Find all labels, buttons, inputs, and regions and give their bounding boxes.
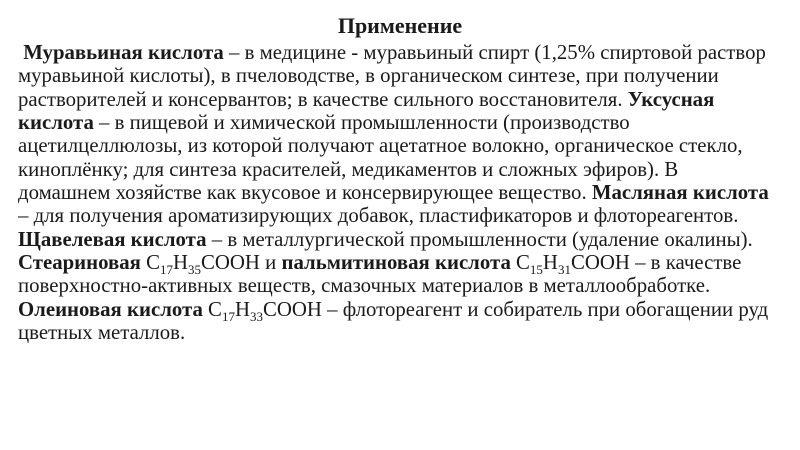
text-run: – для получения ароматизирующих добавок, пластификаторов и флотореагентов. [18,204,739,228]
text-run: COOH – флотореагент и собиратель при обогащении руд [262,297,769,321]
text-run: поверхностно-активных веществ, смазочных материалов в металлообработке. [18,274,711,298]
text-line [18,321,796,344]
text-run: H [172,251,188,275]
slide-title: Применение [337,13,463,38]
text-line [18,251,796,278]
formula-subscript: 31 [557,262,571,278]
bold-text-run: Олеиновая кислота [18,297,203,321]
text-run: C [202,297,222,321]
bold-text-run: Уксусная [627,87,715,111]
text-run: – в медицине - муравьиный спирт (1,25% спиртовой раствор [223,41,766,64]
bold-text-run: пальмитиновая кислота [281,251,511,275]
text-line [18,111,796,134]
text-run: H [234,297,250,321]
text-run: C [140,251,160,275]
text-run: COOH и [201,251,282,275]
text-line [18,64,796,87]
text-run: киноплёнку; для синтеза красителей, медикаментов и сложных эфиров). В [18,157,679,181]
text-line [18,181,796,204]
formula-subscript: 15 [529,262,543,278]
text-line [18,274,796,297]
text-run: H [542,251,558,275]
bold-text-run: Масляная кислота [591,181,769,205]
text-line [18,88,796,111]
text-run: ацетилцеллюлозы, из которой получают ацетатное волокно, органическое стекло, [18,134,743,158]
formula-subscript: 33 [249,308,263,324]
text-run: цветных металлов. [18,321,186,345]
text-run: муравьиной кислоты), в пчеловодстве, в органическом синтезе, при получении [18,64,719,88]
text-line [18,228,796,251]
text-line [18,204,796,227]
bold-text-run: Щавелевая кислота [18,227,207,251]
text-line [18,297,796,324]
text-run: – в пищевой и химической промышленности (производство [93,111,630,135]
formula-subscript: 17 [221,308,235,324]
text-run: домашнем хозяйстве как вкусовое и консервирующее вещество. [18,181,592,205]
text-line [18,134,796,157]
formula-subscript: 17 [159,262,173,278]
text-run: – в металлургической промышленности (удаление окалины). [206,227,753,251]
text-line [18,41,796,64]
text-run: растворителей и консервантов; в качестве сильного восстановителя. [18,87,628,111]
formula-subscript: 35 [188,262,201,278]
bold-text-run: Муравьиная кислота [23,41,224,64]
slide-body-text [0,41,800,344]
text-run: C [510,251,530,275]
text-run: COOH – в качестве [570,251,742,275]
text-line [18,158,796,181]
bold-text-run: Стеариновая [18,251,141,275]
bold-text-run: кислота [18,111,94,135]
